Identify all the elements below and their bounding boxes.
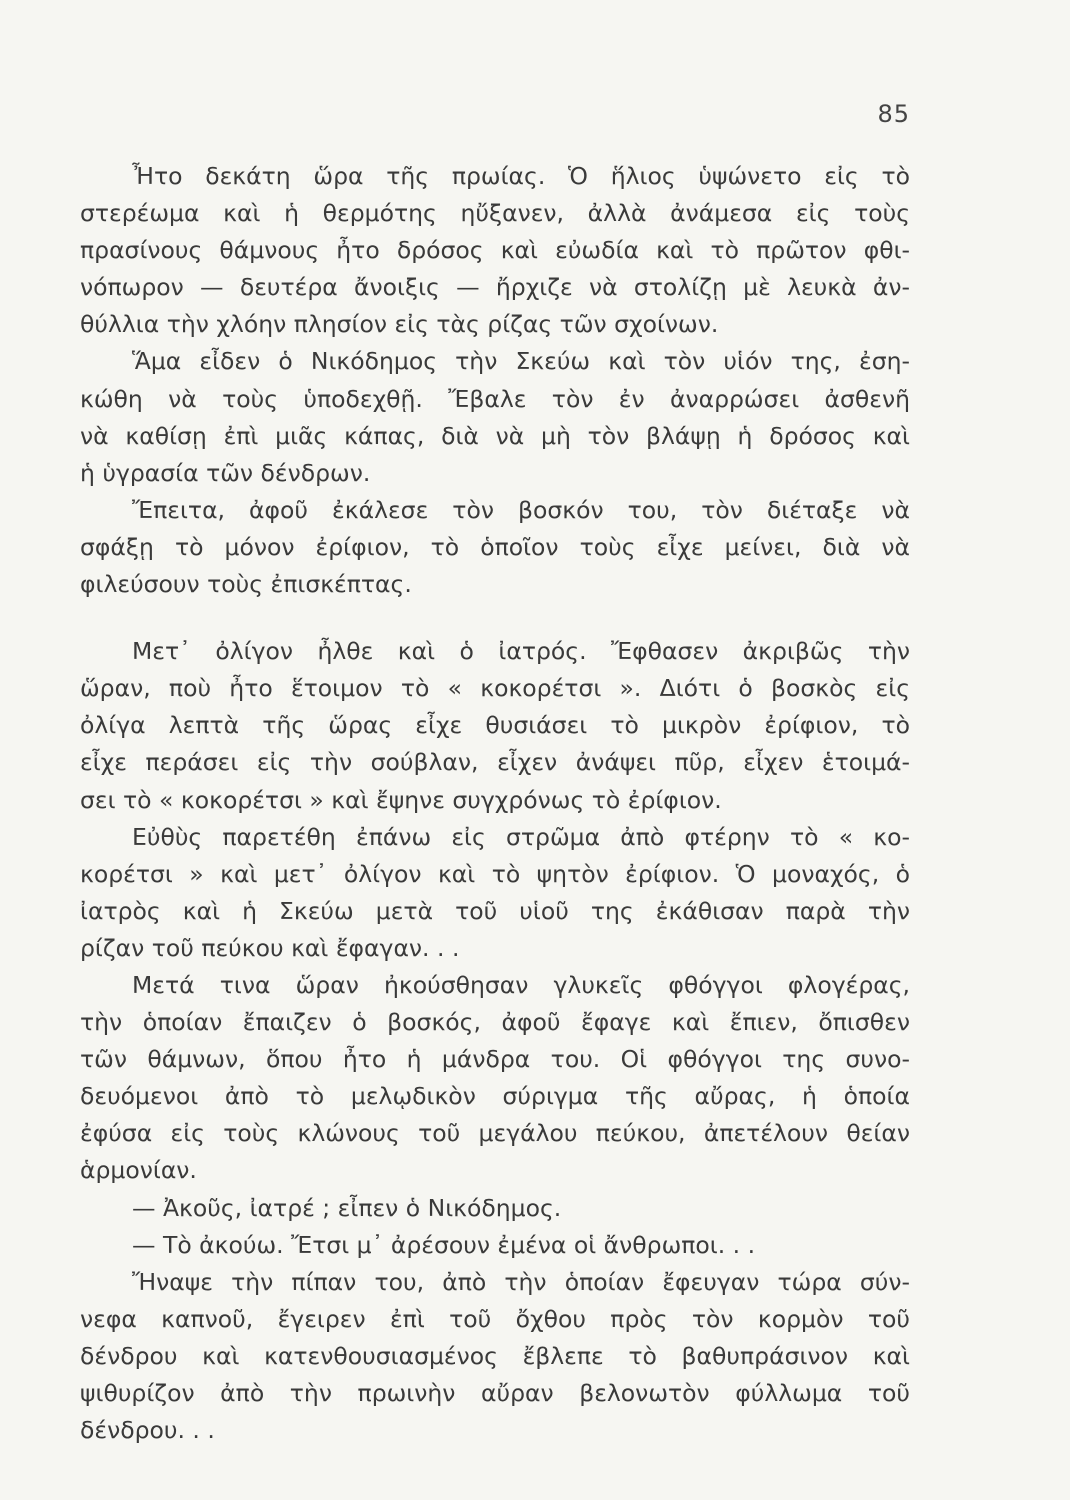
text-line: τὴν ὁποίαν ἔπαιζεν ὁ βοσκός, ἀφοῦ ἔφαγε καὶ ἔπιεν, ὄπισθεν [80, 1008, 910, 1037]
text-line: κορέτσι » καὶ μετ᾽ ὀλίγον καὶ τὸ ψητὸν ἐρίφιον. Ὁ μοναχός, ὁ [80, 859, 910, 888]
text-line: νεφα καπνοῦ, ἔγειρεν ἐπὶ τοῦ ὄχθου πρὸς τὸν κορμὸν τοῦ [80, 1304, 910, 1333]
paragraph-gap [80, 603, 910, 633]
text-line: κώθη νὰ τοὺς ὑποδεχθῇ. Ἔβαλε τὸν ἐν ἀναρρώσει ἀσθενῆ [80, 384, 910, 413]
text-line: ψιθυρίζον ἀπὸ τὴν πρωινὴν αὔραν βελονωτὸν φύλλωμα τοῦ [80, 1379, 910, 1407]
dialogue-line: — Ἀκοῦς, ἰατρέ ; εἶπεν ὁ Νικόδημος. [132, 1193, 562, 1222]
text-line: σει τὸ « κοκορέτσι » καὶ ἔψηνε συγχρόνως τὸ ἐρίφιον. [80, 785, 722, 814]
text-line: νόπωρον — δευτέρα ἄνοιξις — ἤρχιζε νὰ στολίζῃ μὲ λευκὰ ἀν- [80, 273, 910, 302]
text-line: Μετ᾽ ὀλίγον ἦλθε καὶ ὁ ἰατρός. Ἔφθασεν ἀκριβῶς τὴν [132, 637, 910, 666]
text-line: δευόμενοι ἀπὸ τὸ μελῳδικὸν σύριγμα τῆς αὔρας, ἡ ὁποία [80, 1082, 910, 1111]
text-line: σφάξῃ τὸ μόνον ἐρίφιον, τὸ ὁποῖον τοὺς εἶχε μείνει, διὰ νὰ [80, 532, 910, 561]
text-line: στερέωμα καὶ ἡ θερμότης ηὔξανεν, ἀλλὰ ἀνάμεσα εἰς τοὺς [80, 199, 910, 228]
text-line: Ἦτο δεκάτη ὥρα τῆς πρωίας. Ὁ ἥλιος ὑψώνετο εἰς τὸ [132, 162, 910, 190]
text-line: Μετά τινα ὥραν ἠκούσθησαν γλυκεῖς φθόγγοι φλογέρας, [132, 970, 910, 999]
text-line: Ἔπειτα, ἀφοῦ ἐκάλεσε τὸν βοσκόν του, τὸν διέταξε νὰ [132, 495, 910, 524]
text-line: θύλλια τὴν χλόην πλησίον εἰς τὰς ρίζας τῶν σχοίνων. [80, 310, 719, 339]
text-line: Εὐθὺς παρετέθη ἐπάνω εἰς στρῶμα ἀπὸ φτέρην τὸ « κο- [132, 822, 910, 851]
text-line: δένδρου καὶ κατενθουσιασμένος ἔβλεπε τὸ βαθυπράσινον καὶ [80, 1341, 910, 1370]
text-line: ἁρμονίαν. [80, 1156, 197, 1185]
text-line: νὰ καθίσῃ ἐπὶ μιᾶς κάπας, διὰ νὰ μὴ τὸν βλάψῃ ἡ δρόσος καὶ [80, 421, 910, 450]
text-line: ἡ ὑγρασία τῶν δένδρων. [80, 458, 371, 487]
text-line: τῶν θάμνων, ὅπου ἦτο ἡ μάνδρα του. Οἱ φθόγγοι της συνο- [80, 1045, 910, 1074]
text-line: ὀλίγα λεπτὰ τῆς ὥρας εἶχε θυσιάσει τὸ μικρὸν ἐρίφιον, τὸ [80, 711, 910, 740]
body-text [80, 158, 910, 1449]
page-number: 85 [877, 100, 910, 128]
text-line: ἰατρὸς καὶ ἡ Σκεύω μετὰ τοῦ υἱοῦ της ἐκάθισαν παρὰ τὴν [80, 896, 910, 925]
text-line: ὥραν, ποὺ ἦτο ἕτοιμον τὸ « κοκορέτσι ». Διότι ὁ βοσκὸς εἰς [80, 674, 910, 703]
text-line: πρασίνους θάμνους ἦτο δρόσος καὶ εὐωδία καὶ τὸ πρῶτον φθι- [80, 236, 910, 265]
text-line: δένδρου. . . [80, 1416, 215, 1445]
text-line: Ἤναψε τὴν πίπαν του, ἀπὸ τὴν ὁποίαν ἔφευγαν τώρα σύν- [132, 1267, 910, 1296]
text-line: Ἅμα εἶδεν ὁ Νικόδημος τὴν Σκεύω καὶ τὸν υἱόν της, ἐση- [132, 347, 910, 376]
text-line: φιλεύσουν τοὺς ἐπισκέπτας. [80, 570, 412, 599]
text-line: εἶχε περάσει εἰς τὴν σούβλαν, εἶχεν ἀνάψει πῦρ, εἶχεν ἑτοιμά- [80, 748, 910, 777]
dialogue-line: — Τὸ ἀκούω. Ἔτσι μ᾽ ἀρέσουν ἐμένα οἱ ἄνθρωποι. . . [132, 1230, 756, 1259]
text-line: ἐφύσα εἰς τοὺς κλώνους τοῦ μεγάλου πεύκου, ἀπετέλουν θείαν [80, 1119, 910, 1148]
text-line: ρίζαν τοῦ πεύκου καὶ ἔφαγαν. . . [80, 933, 460, 962]
